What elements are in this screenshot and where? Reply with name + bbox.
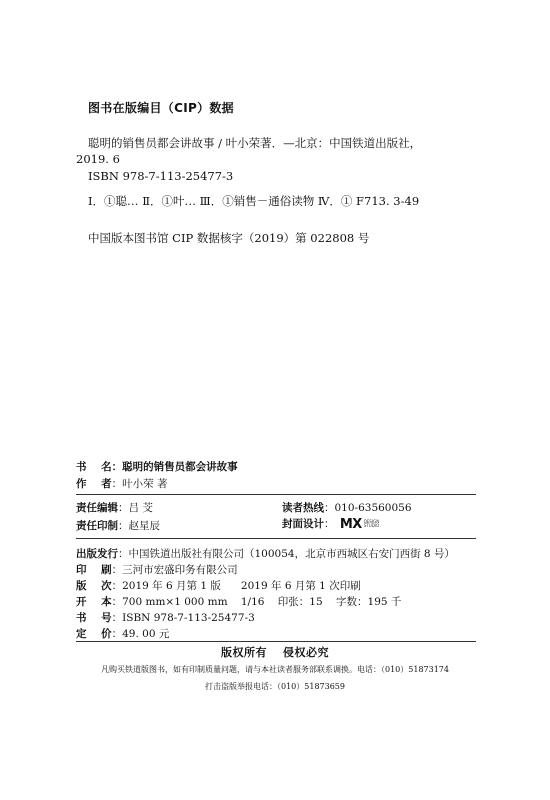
editor-label: 责任编辑 (76, 502, 118, 514)
hotline-row (282, 500, 412, 515)
cip-core-number: 中国版本图书馆 CIP 数据核字（2019）第 022808 号 (88, 231, 370, 245)
author-row (76, 476, 167, 491)
publisher-value: ：中国铁道出版社有限公司（100054，北京市西城区右安门西街 8 号） (118, 548, 455, 560)
printing-row (76, 518, 160, 533)
publisher-label: 出版发行 (76, 548, 118, 560)
edition-value: ：2019 年 6 月第 1 版 2019 年 6 月第 1 次印刷 (111, 580, 361, 592)
divider-bottom (76, 641, 476, 642)
printer-value: ：三河市宏盛印务有限公司 (111, 564, 238, 576)
copyright-infringement: 侵权必究 (283, 646, 329, 659)
edition-row (76, 578, 361, 593)
cip-publication-date: 2019. 6 (76, 152, 120, 166)
cip-heading: 图书在版编目（CIP）数据 (88, 101, 234, 115)
isbn-label: 书 号 (76, 612, 112, 624)
isbn-row (76, 610, 255, 625)
format-value: ：700 mm×1 000 mm 1/16 印张：15 字数：195 千 (111, 596, 402, 608)
author-value: ：叶小荣 著 (111, 478, 168, 490)
mx-design-logo (340, 517, 378, 532)
format-label: 开 本 (76, 596, 112, 608)
format-row (76, 594, 401, 609)
mx-logo-text: MX (339, 516, 362, 532)
price-label: 定 价 (76, 628, 112, 640)
printer-row (76, 562, 238, 577)
copyright-title (0, 644, 550, 660)
book-title-label: 书 名 (76, 461, 112, 473)
editor-value: ：吕 芠 (118, 502, 153, 514)
hotline-label: 读者热线 (282, 502, 324, 514)
cip-classification: Ⅰ．①聪… Ⅱ．①叶… Ⅲ．①销售－通俗读物 Ⅳ．① F713. 3-49 (88, 194, 420, 208)
quality-service-note: 凡购买铁道版图书，如有印制质量问题，请与本社读者服务部联系调换。电话：（010）51873174 (101, 665, 449, 674)
author-label: 作 者 (76, 478, 112, 490)
printing-label: 责任印制 (76, 520, 118, 532)
price-row (76, 626, 169, 641)
cip-bibliographic-line: 聪明的销售员都会讲故事 / 叶小荣著．—北京：中国铁道出版社， (88, 136, 422, 150)
cover-design-label: 封面设计 (282, 518, 324, 530)
edition-label: 版 次 (76, 580, 112, 592)
book-title-row (76, 459, 238, 474)
hotline-value: ：010-63560056 (324, 502, 412, 514)
copyright-reserved: 版权所有 (221, 646, 267, 659)
cover-design-row (282, 516, 378, 532)
divider-top (76, 494, 476, 495)
isbn-value: ：ISBN 978-7-113-25477-3 (111, 612, 255, 624)
price-value: ：49. 00 元 (111, 628, 170, 640)
printing-value: ：赵星辰 (118, 520, 160, 532)
cover-design-colon: ： (324, 518, 335, 530)
cip-isbn: ISBN 978-7-113-25477-3 (88, 169, 234, 183)
anti-piracy-hotline: 打击盗版举报电话：（010）51873659 (205, 682, 345, 691)
mx-logo-tag: DESIGN STUDIO (363, 519, 380, 528)
printer-label: 印 刷 (76, 564, 112, 576)
editor-row (76, 500, 153, 515)
book-title-value: ：聪明的销售员都会讲故事 (111, 461, 238, 473)
divider-middle (76, 538, 476, 539)
publisher-row (76, 546, 455, 561)
